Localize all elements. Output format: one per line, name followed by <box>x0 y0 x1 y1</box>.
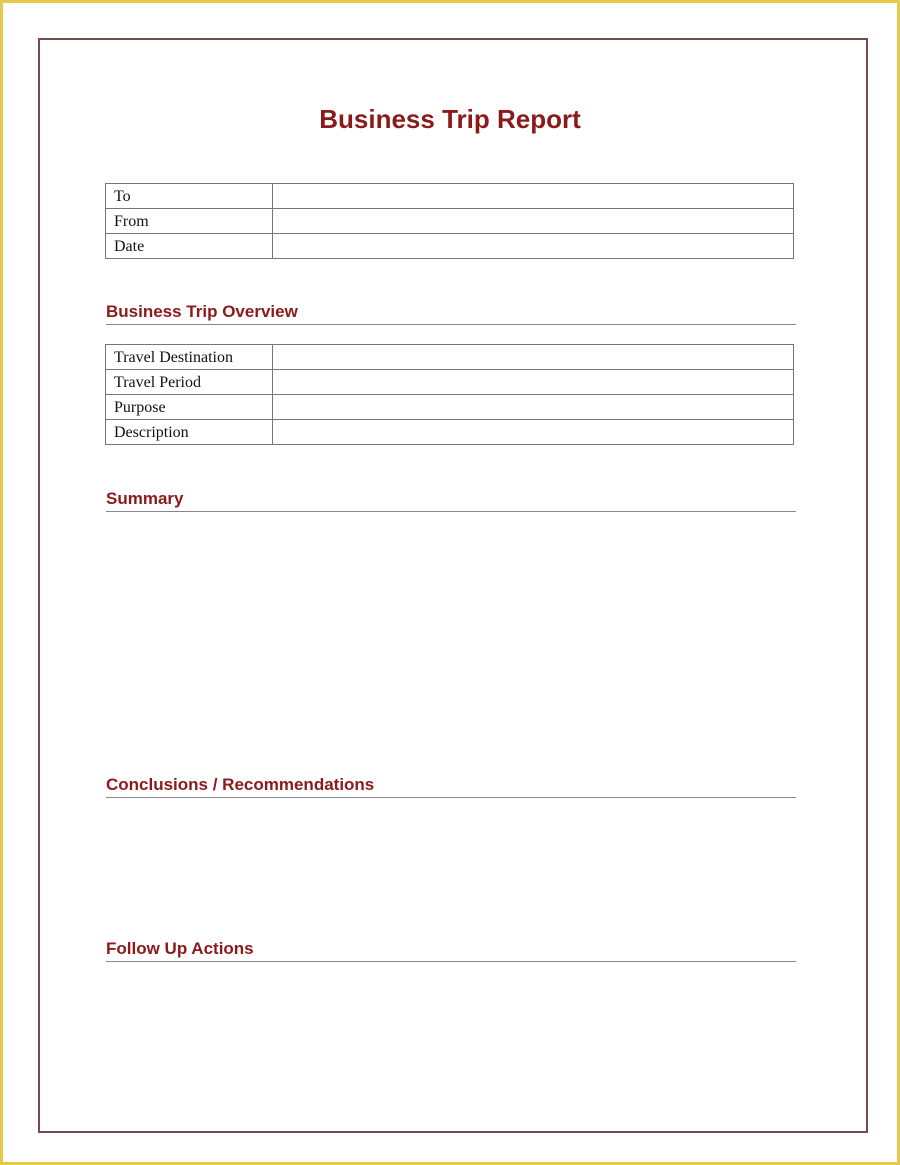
header-fields-table <box>105 183 794 259</box>
field-value-purpose[interactable] <box>273 395 794 420</box>
table-row <box>106 234 794 259</box>
section-heading-summary: Summary <box>106 488 796 512</box>
field-label-purpose: Purpose <box>106 395 273 420</box>
field-label-description: Description <box>106 420 273 445</box>
field-label-to: To <box>106 184 273 209</box>
table-row <box>106 184 794 209</box>
field-value-date[interactable] <box>273 234 794 259</box>
table-row <box>106 209 794 234</box>
field-label-travel-destination: Travel Destination <box>106 345 273 370</box>
field-value-description[interactable] <box>273 420 794 445</box>
field-value-travel-destination[interactable] <box>273 345 794 370</box>
field-label-date: Date <box>106 234 273 259</box>
section-heading-overview: Business Trip Overview <box>106 301 796 325</box>
table-row <box>106 420 794 445</box>
field-value-travel-period[interactable] <box>273 370 794 395</box>
field-value-to[interactable] <box>273 184 794 209</box>
overview-fields-table <box>105 344 794 445</box>
section-heading-conclusions: Conclusions / Recommendations <box>106 774 796 798</box>
table-row <box>106 395 794 420</box>
section-heading-follow-up: Follow Up Actions <box>106 938 796 962</box>
table-row <box>106 345 794 370</box>
field-label-travel-period: Travel Period <box>106 370 273 395</box>
field-label-from: From <box>106 209 273 234</box>
report-title: Business Trip Report <box>319 104 581 134</box>
field-value-from[interactable] <box>273 209 794 234</box>
table-row <box>106 370 794 395</box>
